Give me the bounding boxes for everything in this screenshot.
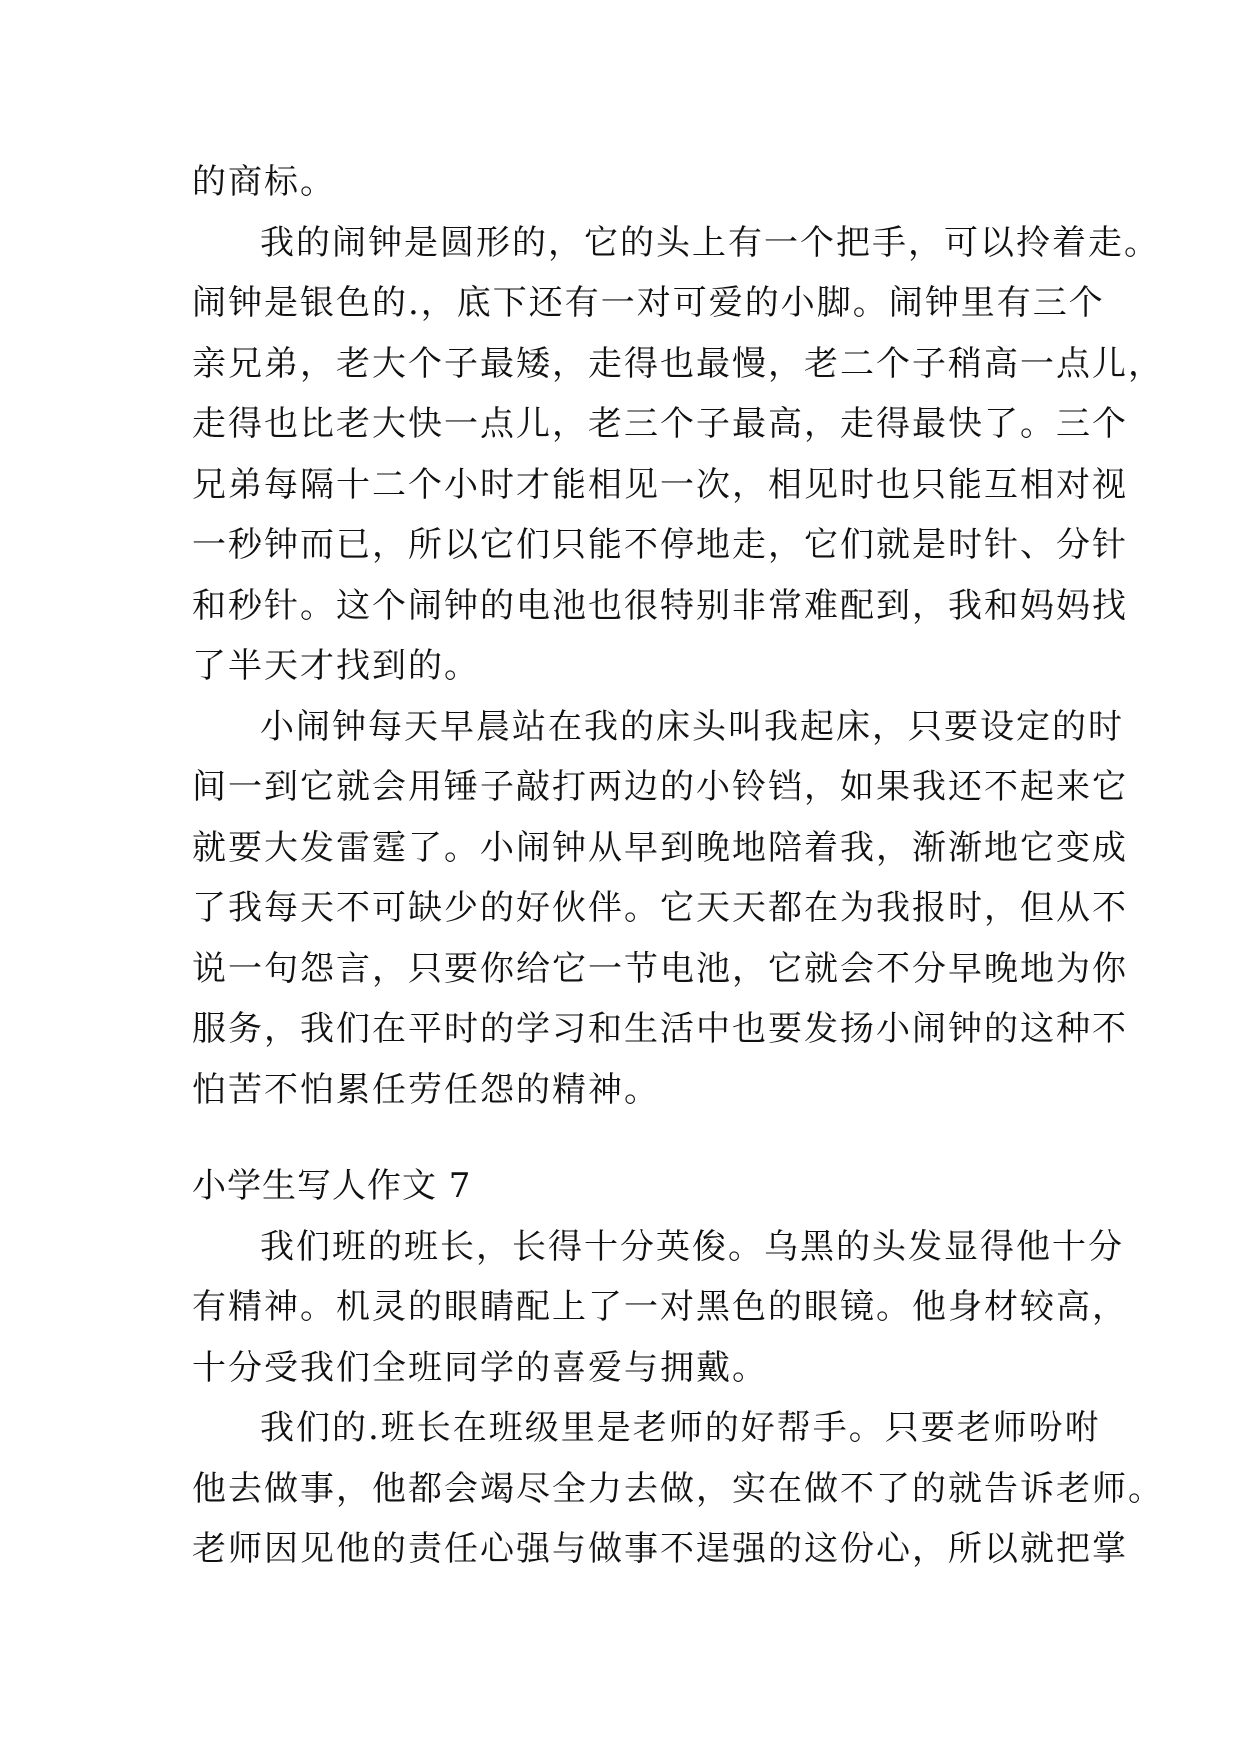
section-title: 小学生写人作文 7 <box>192 1166 472 1206</box>
paragraph-line: 兄弟每隔十二个小时才能相见一次，相见时也只能互相对视 <box>192 464 1128 505</box>
paragraph-line: 小闹钟每天早晨站在我的床头叫我起床，只要设定的时 <box>260 706 1124 747</box>
paragraph-line: 和秒针。这个闹钟的电池也很特别非常难配到，我和妈妈找 <box>192 585 1128 626</box>
paragraph-line: 间一到它就会用锤子敲打两边的小铃铛，如果我还不起来它 <box>192 767 1128 807</box>
paragraph-line: 闹钟是银色的.，底下还有一对可爱的小脚。闹钟里有三个 <box>192 283 1105 323</box>
paragraph-line: 了我每天不可缺少的好伙伴。它天天都在为我报时，但从不 <box>192 888 1128 928</box>
paragraph-line: 一秒钟而已，所以它们只能不停地走，它们就是时针、分针 <box>192 525 1128 565</box>
paragraph-line: 我的闹钟是圆形的，它的头上有一个把手，可以拎着走。 <box>260 222 1160 263</box>
paragraph-line: 就要大发雷霆了。小闹钟从早到晚地陪着我，渐渐地它变成 <box>192 827 1128 868</box>
paragraph-line: 有精神。机灵的眼睛配上了一对黑色的眼镜。他身材较高， <box>192 1287 1128 1327</box>
document-body <box>192 152 1164 1580</box>
paragraph-line: 十分受我们全班同学的喜爱与拥戴。 <box>192 1347 768 1388</box>
paragraph-line: 说一句怨言，只要你给它一节电池，它就会不分早晚地为你 <box>192 948 1128 989</box>
paragraph-line: 亲兄弟，老大个子最矮，走得也最慢，老二个子稍高一点儿， <box>192 343 1164 384</box>
paragraph-line: 了半天才找到的。 <box>192 646 480 686</box>
paragraph-line: 服务，我们在平时的学习和生活中也要发扬小闹钟的这种不 <box>192 1009 1128 1049</box>
paragraph-alarm-clock-description <box>192 213 1164 697</box>
paragraph-line: 老师因见他的责任心强与做事不逞强的这份心，所以就把掌 <box>192 1529 1128 1569</box>
paragraph-line: 我们的.班长在班级里是老师的好帮手。只要老师吩咐 <box>260 1408 1101 1448</box>
paragraph-class-monitor-appearance <box>192 1217 1128 1399</box>
section-spacer <box>192 1120 1052 1156</box>
paragraph-line: 他去做事，他都会竭尽全力去做，实在做不了的就告诉老师。 <box>192 1468 1164 1509</box>
paragraph-line: 的商标。 <box>192 162 336 202</box>
paragraph-line: 走得也比老大快一点儿，老三个子最高，走得最快了。三个 <box>192 404 1128 444</box>
paragraph-alarm-clock-companion <box>192 697 1128 1121</box>
paragraph-line: 我们班的班长，长得十分英俊。乌黑的头发显得他十分 <box>260 1226 1124 1267</box>
paragraph-class-monitor-helper <box>192 1398 1164 1580</box>
paragraph-line: 怕苦不怕累任劳任怨的精神。 <box>192 1069 660 1110</box>
